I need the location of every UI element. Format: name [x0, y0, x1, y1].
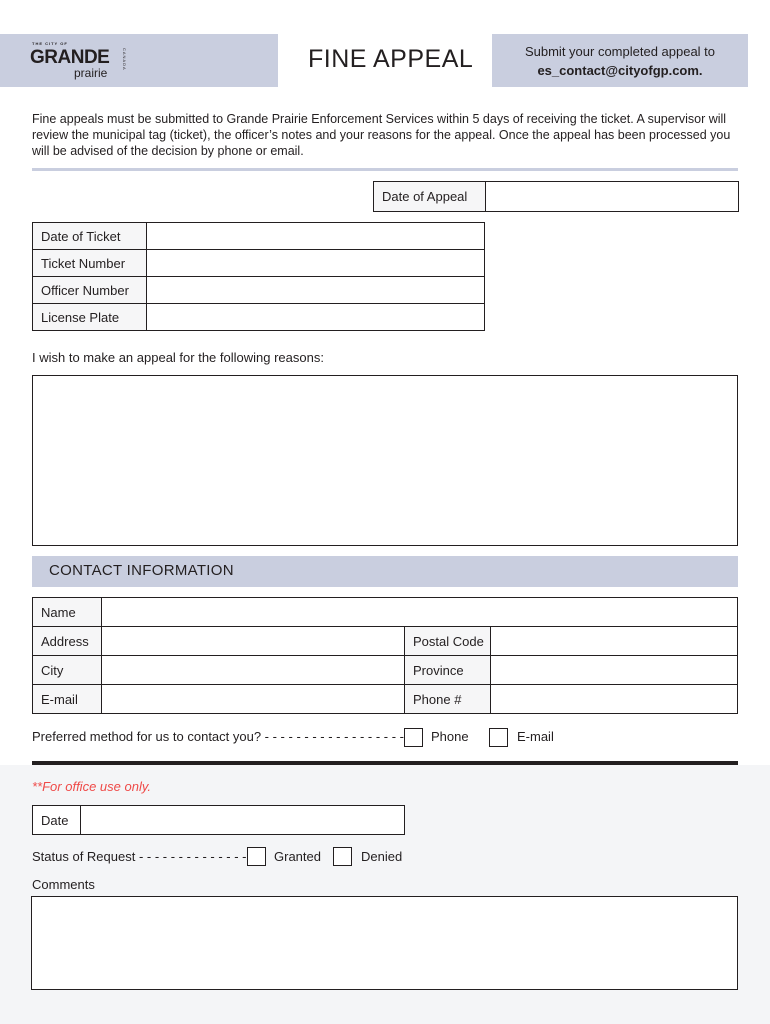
officer-number-input[interactable]	[147, 277, 485, 304]
phone-label: Phone #	[405, 685, 491, 714]
logo-top-text: THE CITY OF	[32, 41, 68, 46]
date-of-appeal-table	[373, 181, 739, 212]
logo-main-text: GRANDE	[30, 47, 110, 68]
phone-option-label: Phone	[431, 729, 469, 744]
email-label: E-mail	[33, 685, 102, 714]
postal-code-label: Postal Code	[405, 627, 491, 656]
submit-line: Submit your completed appeal to	[524, 44, 716, 59]
table-row	[33, 598, 738, 627]
logo-country-text: CANADA	[122, 48, 127, 71]
ticket-number-input[interactable]	[147, 250, 485, 277]
denied-label: Denied	[361, 849, 403, 864]
office-date-table	[32, 805, 405, 835]
phone-input[interactable]	[491, 685, 738, 714]
license-plate-label: License Plate	[33, 304, 147, 331]
table-row	[33, 223, 485, 250]
province-label: Province	[405, 656, 491, 685]
status-label: Status of Request - - - - - - - - - - - - - -	[32, 849, 247, 864]
email-checkbox[interactable]	[489, 728, 508, 747]
postal-code-input[interactable]	[491, 627, 738, 656]
ticket-number-label: Ticket Number	[33, 250, 147, 277]
name-input[interactable]	[102, 598, 738, 627]
province-input[interactable]	[491, 656, 738, 685]
table-row	[33, 250, 485, 277]
date-of-ticket-label: Date of Ticket	[33, 223, 147, 250]
name-label: Name	[33, 598, 102, 627]
officer-number-label: Officer Number	[33, 277, 147, 304]
date-of-appeal-input[interactable]	[486, 182, 739, 212]
contact-heading: CONTACT INFORMATION	[49, 562, 234, 579]
office-date-input[interactable]	[81, 806, 405, 835]
page-title: FINE APPEAL	[308, 45, 474, 73]
intro-paragraph: Fine appeals must be submitted to Grande Prairie Enforcement Services within 5 days of receiving the ticket. A supervisor will review the municipal tag (ticket), the officer’s notes and your reasons for the appeal. Once the appeal has been processed you will be advised of the decision by phone or email.	[32, 112, 731, 158]
city-label: City	[33, 656, 102, 685]
contact-table	[32, 597, 738, 714]
city-input[interactable]	[102, 656, 405, 685]
intro-divider	[32, 168, 738, 171]
license-plate-input[interactable]	[147, 304, 485, 331]
address-label: Address	[33, 627, 102, 656]
table-row	[33, 627, 738, 656]
comments-textarea[interactable]	[31, 896, 738, 990]
logo-sub-text: prairie	[74, 66, 108, 80]
city-logo	[30, 40, 140, 84]
reasons-label: I wish to make an appeal for the following reasons:	[32, 350, 324, 365]
phone-checkbox[interactable]	[404, 728, 423, 747]
table-row	[33, 685, 738, 714]
denied-checkbox[interactable]	[333, 847, 352, 866]
address-input[interactable]	[102, 627, 405, 656]
date-of-ticket-input[interactable]	[147, 223, 485, 250]
email-input[interactable]	[102, 685, 405, 714]
email-option-label: E-mail	[517, 729, 554, 744]
granted-checkbox[interactable]	[247, 847, 266, 866]
date-of-appeal-label: Date of Appeal	[374, 182, 486, 212]
office-use-note: **For office use only.	[32, 779, 151, 794]
reasons-textarea[interactable]	[32, 375, 738, 546]
contact-section-header	[32, 556, 738, 587]
granted-label: Granted	[274, 849, 321, 864]
submit-email: es_contact@cityofgp.com.	[537, 63, 703, 78]
table-row	[33, 656, 738, 685]
preferred-contact-label: Preferred method for us to contact you? - - - - - - - - - - - - - - - - - -	[32, 729, 405, 744]
comments-label: Comments	[32, 877, 95, 892]
table-row	[33, 277, 485, 304]
submit-instructions	[492, 34, 748, 87]
ticket-info-table	[32, 222, 485, 331]
office-date-label: Date	[33, 806, 81, 835]
table-row	[33, 304, 485, 331]
